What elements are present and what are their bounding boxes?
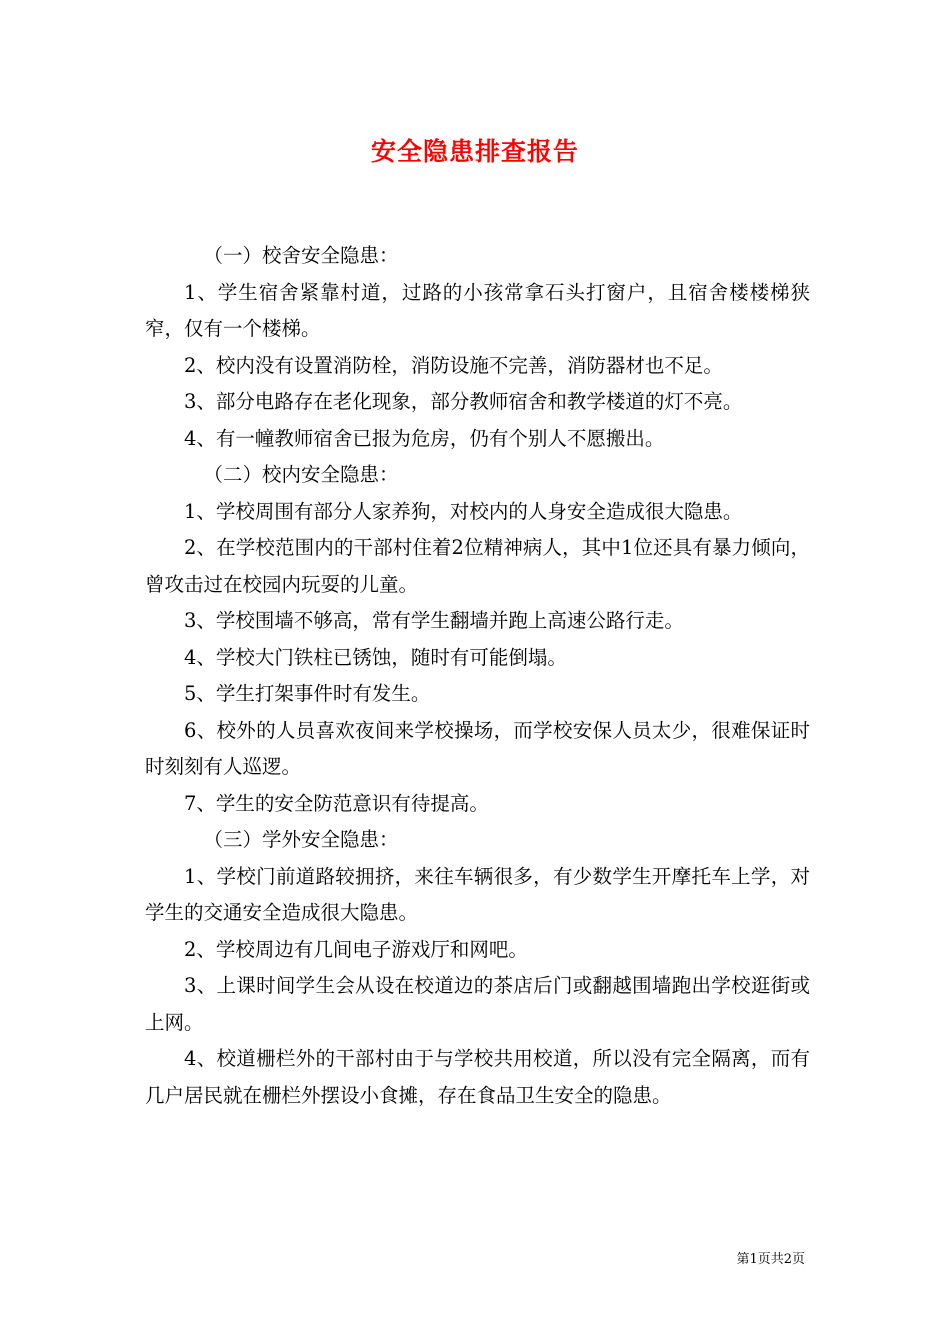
- document-body: [145, 238, 810, 1114]
- paragraph-3-1: 1、学校门前道路较拥挤，来往车辆很多，有少数学生开摩托车上学，对学生的交通安全造成很大隐患。: [145, 864, 810, 924]
- paragraph-2-3: 3、学校围墙不够高，常有学生翻墙并跑上高速公路行走。: [184, 609, 684, 632]
- paragraph-3-3: 3、上课时间学生会从设在校道边的茶店后门或翻越围墙跑出学校逛街或上网。: [145, 974, 810, 1034]
- paragraph-2-1: 1、学校周围有部分人家养狗，对校内的人身安全造成很大隐患。: [184, 499, 743, 523]
- paragraph-1-1: 1、学生宿舍紧靠村道，过路的小孩常拿石头打窗户，且宿舍楼楼梯狭窄，仅有一个楼梯。: [145, 280, 810, 340]
- paragraph-1-3: 3、部分电路存在老化现象，部分教师宿舍和教学楼道的灯不亮。: [184, 390, 743, 413]
- paragraph-3-2: 2、学校周边有几间电子游戏厅和网吧。: [184, 937, 528, 961]
- paragraph-1-2: 2、校内没有设置消防栓，消防设施不完善，消防器材也不足。: [184, 353, 723, 377]
- section-heading-2: （二）校内安全隐患：: [203, 463, 399, 486]
- paragraph-2-7: 7、学生的安全防范意识有待提高。: [184, 791, 489, 815]
- paragraph-2-4: 4、学校大门铁柱已锈蚀，随时有可能倒塌。: [184, 645, 567, 669]
- section-heading-1: （一）校舍安全隐患：: [203, 244, 399, 267]
- paragraph-3-4: 4、校道栅栏外的干部村由于与学校共用校道，所以没有完全隔离，而有几户居民就在栅栏外摆设小食摊，存在食品卫生安全的隐患。: [145, 1047, 810, 1107]
- paragraph-1-4: 4、有一幢教师宿舍已报为危房，仍有个别人不愿搬出。: [184, 426, 665, 450]
- paragraph-2-6: 6、校外的人员喜欢夜间来学校操场，而学校安保人员太少，很难保证时时刻刻有人巡逻。: [145, 718, 810, 778]
- page-number-footer: 第1页共2页: [736, 1252, 805, 1267]
- paragraph-2-2: 2、在学校范围内的干部村住着2位精神病人，其中1位还具有暴力倾向，曾攻击过在校园内玩耍的儿童。: [145, 536, 810, 596]
- paragraph-2-5: 5、学生打架事件时有发生。: [184, 682, 431, 705]
- section-heading-3: （三）学外安全隐患：: [203, 828, 399, 851]
- page-title: 安全隐患排查报告: [370, 137, 579, 166]
